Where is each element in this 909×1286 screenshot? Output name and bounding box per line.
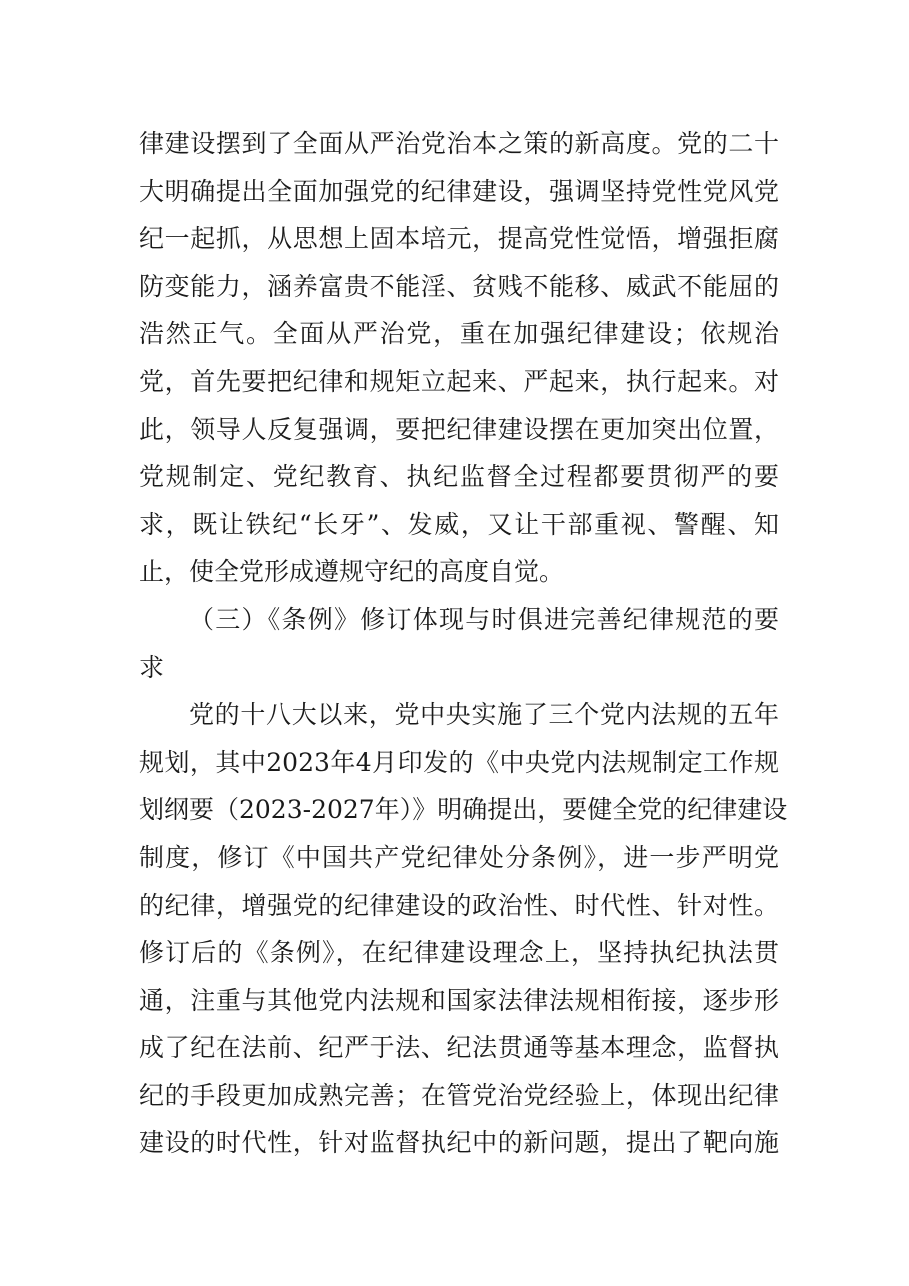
- text-line: 建设的时代性，针对监督执纪中的新问题，提出了靶向施: [139, 1128, 779, 1158]
- body-text: [139, 120, 788, 1167]
- text-line: 的纪律，增强党的纪律建设的政治性、时代性、针对性。: [139, 890, 779, 920]
- text-line: 规划，其中2023年4月印发的《中央党内法规制定工作规: [139, 747, 779, 777]
- paragraph: [139, 691, 788, 1167]
- section-heading: [139, 596, 779, 691]
- text-line: 止，使全党形成遵规守纪的高度自觉。: [139, 557, 565, 587]
- text-line: 求，既让铁纪“长牙”、发威，又让干部重视、警醒、知: [139, 509, 779, 539]
- text-line: 党规制定、党纪教育、执纪监督全过程都要贯彻严的要: [139, 462, 779, 492]
- text-line: 党，首先要把纪律和规矩立起来、严起来，执行起来。对: [139, 366, 779, 396]
- text-line: 律建设摆到了全面从严治党治本之策的新高度。党的二十: [139, 129, 779, 158]
- heading-line: 求: [139, 652, 165, 682]
- text-line: 纪一起抓，从思想上固本培元，提高党性觉悟，增强拒腐: [139, 224, 779, 254]
- text-line: 防变能力，涵养富贵不能淫、贫贱不能移、威武不能屈的: [139, 271, 779, 301]
- text-line: 党的十八大以来，党中央实施了三个党内法规的五年: [189, 700, 779, 730]
- text-line: 划纲要（2023-2027年）》明确提出，要健全党的纪律建设: [139, 795, 788, 825]
- paragraph: [139, 120, 779, 596]
- text-line: 此，领导人反复强调，要把纪律建设摆在更加突出位置，: [139, 414, 779, 444]
- text-line: 浩然正气。全面从严治党，重在加强纪律建设；依规治: [139, 319, 779, 349]
- text-line: 修订后的《条例》，在纪律建设理念上，坚持执纪执法贯: [139, 938, 779, 968]
- text-line: 成了纪在法前、纪严于法、纪法贯通等基本理念，监督执: [139, 1033, 779, 1063]
- text-line: 纪的手段更加成熟完善；在管党治党经验上，体现出纪律: [139, 1080, 779, 1110]
- text-line: 通，注重与其他党内法规和国家法律法规相衔接，逐步形: [139, 985, 779, 1015]
- text-line: 大明确提出全面加强党的纪律建设，强调坚持党性党风党: [139, 176, 779, 206]
- heading-line: （三）《条例》修订体现与时俱进完善纪律规范的要: [189, 604, 779, 634]
- text-line: 制度，修订《中国共产党纪律处分条例》，进一步严明党: [139, 842, 779, 872]
